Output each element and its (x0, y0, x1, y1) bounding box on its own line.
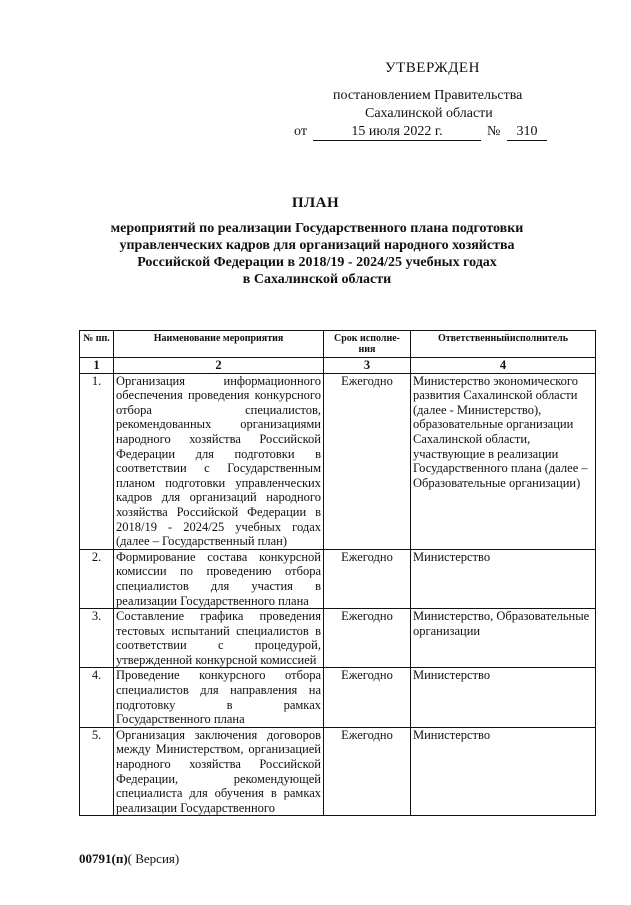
plan-table (79, 330, 596, 816)
table-row (80, 609, 596, 668)
row-responsible: Министерство экономического развития Сахалинской области (далее - Министерство), образовательные организации Сахалинской области, участвующие в реализации Государственного плана (далее – Образовательные организации) (411, 373, 596, 549)
subtitle-line-3: Российской Федерации в 2018/19 - 2024/25 учебных годах (137, 255, 497, 270)
footer-version (79, 851, 179, 867)
approved-heading: УТВЕРЖДЕН (385, 60, 480, 76)
plan-title: ПЛАН (291, 195, 340, 211)
decree-date: 15 июля 2022 г. (313, 124, 481, 141)
decree-line-2: Сахалинской области (365, 106, 493, 121)
table-header-row (80, 331, 596, 358)
row-num: 1. (80, 373, 114, 549)
decree-line-1: постановлением Правительства (333, 88, 523, 103)
footer-code: 00791(п) (79, 851, 128, 866)
col-number-1: 1 (80, 358, 114, 374)
decree-number: 310 (507, 124, 547, 141)
row-responsible: Министерство (411, 668, 596, 727)
subtitle-line-1: мероприятий по реализации Государственного плана подготовки (110, 221, 524, 236)
header-responsible: Ответственныйисполнитель (411, 331, 596, 358)
row-responsible: Министерство, Образовательные организации (411, 609, 596, 668)
col-number-3: 3 (324, 358, 411, 374)
row-name: Формирование состава конкурсной комиссии по проведению отбора специалистов для участия в реализации Государственного плана (114, 549, 324, 608)
row-term: Ежегодно (324, 668, 411, 727)
number-label: № (487, 124, 501, 139)
plan-subtitle (100, 220, 534, 288)
col-number-4: 4 (411, 358, 596, 374)
header-term: Срок исполне-ния (324, 331, 411, 358)
row-name: Составление графика проведения тестовых испытаний специалистов в соответствии с процедурой, утвержденной конкурсной комиссией (114, 609, 324, 668)
table-row (80, 668, 596, 727)
table-row (80, 549, 596, 608)
row-name: Организация заключения договоров между Министерством, организацией народного хозяйства Российской Федерации, рекомендующей специалиста для обучения в рамках реализации Государственного (114, 727, 324, 816)
col-number-2: 2 (114, 358, 324, 374)
subtitle-line-4: в Сахалинской области (242, 272, 392, 287)
row-num: 4. (80, 668, 114, 727)
row-responsible: Министерство (411, 549, 596, 608)
header-num: № пп. (80, 331, 114, 358)
row-num: 5. (80, 727, 114, 816)
row-name: Проведение конкурсного отбора специалистов для направления на подготовку в рамках Государственного плана (114, 668, 324, 727)
footer-version-label: ( Версия) (127, 851, 180, 866)
row-name: Организация информационного обеспечения проведения конкурсного отбора специалистов, рекомендованных организациями народного хозяйства Российской Федерации для подготовки в соответствии с Государственным планом подготовки управленческих кадров для организаций народного хозяйства Российской Федерации в 2018/19 - 2024/25 учебных годах (далее – Государственный план) (114, 373, 324, 549)
header-name: Наименование мероприятия (114, 331, 324, 358)
row-term: Ежегодно (324, 549, 411, 608)
row-term: Ежегодно (324, 609, 411, 668)
column-number-row (80, 358, 596, 374)
subtitle-line-2: управленческих кадров для организаций народного хозяйства (119, 238, 515, 253)
from-label: от (294, 124, 307, 139)
row-num: 3. (80, 609, 114, 668)
table-row (80, 373, 596, 549)
row-term: Ежегодно (324, 373, 411, 549)
row-responsible: Министерство (411, 727, 596, 816)
row-term: Ежегодно (324, 727, 411, 816)
row-num: 2. (80, 549, 114, 608)
table-row (80, 727, 596, 816)
